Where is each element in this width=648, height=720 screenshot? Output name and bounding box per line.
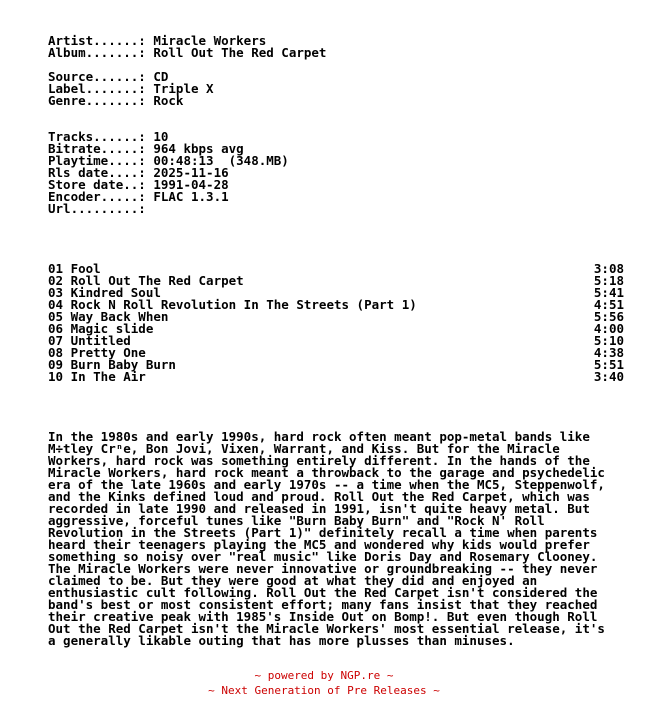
powered-by-link[interactable]: ~ powered by NGP.re ~ (254, 669, 394, 682)
track-duration: 3:40 (593, 369, 624, 384)
review-line: Revolution in the Streets (Part 1)" definitely recall a time when parents (48, 525, 598, 540)
track-duration: 5:18 (593, 273, 624, 288)
spacer (48, 215, 628, 263)
track-duration: 4:51 (593, 297, 624, 312)
track-duration: 4:00 (593, 321, 624, 336)
spacer (48, 107, 628, 131)
bitrate-label: Bitrate.....: (48, 141, 154, 156)
review-line: Miracle Workers, hard rock meant a throwback to the garage and psychedelic (48, 465, 605, 480)
footer-tagline: ~ Next Generation of Pre Releases ~ (208, 684, 440, 697)
track-duration: 5:41 (593, 285, 624, 300)
review-line: and the Kinks defined loud and proud. Roll Out the Red Carpet, which was (48, 489, 590, 504)
url-row (48, 203, 628, 215)
rls-date-label: Rls date....: (48, 165, 154, 180)
review-line: enthusiastic cult following. Roll Out the Red Carpet isn't considered the (48, 585, 598, 600)
review-line: band's best or most consistent effort; many fans insist that they reached (48, 597, 598, 612)
source-value: CD (153, 69, 169, 84)
artist-label: Artist......: (48, 33, 154, 48)
store-date-label: Store date..: (48, 177, 154, 192)
review-line: something so noisy over "real music" like Doris Day and Rosemary Clooney. (48, 549, 598, 564)
review-line: claimed to be. But they were good at what they did and enjoyed an (48, 573, 538, 588)
genre-row (48, 95, 628, 107)
track-row (48, 371, 628, 383)
track-title: 10 In The Air (48, 369, 146, 384)
review-line: Out the Red Carpet isn't the Miracle Workers' most essential release, it's (48, 621, 605, 636)
bitrate-value: 964 kbps avg (153, 141, 244, 156)
review-line: a generally likable outing that has more plusses than minuses. (48, 633, 515, 648)
tracks-value: 10 (153, 129, 169, 144)
track-row (48, 323, 628, 335)
encoder-value: FLAC 1.3.1 (153, 189, 229, 204)
spacer (48, 383, 628, 431)
album-row (48, 47, 628, 59)
rls-date-value: 2025-11-16 (153, 165, 229, 180)
artist-value: Miracle Workers (153, 33, 267, 48)
track-title: 05 Way Back When (48, 309, 169, 324)
review-line: M÷tley Crⁿe, Bon Jovi, Vixen, Warrant, and Kiss. But for the Miracle (48, 441, 560, 456)
track-title: 09 Burn Baby Burn (48, 357, 176, 372)
tracklist (48, 263, 628, 383)
track-title: 03 Kindred Soul (48, 285, 161, 300)
track-title: 08 Pretty One (48, 345, 146, 360)
track-title: 07 Untitled (48, 333, 131, 348)
review-line: era of the late 1960s and early 1970s -- a time when the MC5, Steppenwolf, (48, 477, 605, 492)
nfo-document (48, 35, 628, 647)
review-line: heard their teenagers playing the MC5 and wondered why kids would prefer (48, 537, 590, 552)
track-title: 06 Magic slide (48, 321, 154, 336)
tracks-label: Tracks......: (48, 129, 154, 144)
review-line: their creative peak with 1985's Inside Out on Bomp!. But even though Roll (48, 609, 598, 624)
track-title: 04 Rock N Roll Revolution In The Streets (Part 1) (48, 297, 417, 312)
track-duration: 5:51 (593, 357, 624, 372)
url-label: Url.........: (48, 201, 154, 216)
track-duration: 4:38 (593, 345, 624, 360)
encoder-label: Encoder.....: (48, 189, 154, 204)
review-line: Workers, hard rock was something entirely different. In the hands of the (48, 453, 590, 468)
track-duration: 3:08 (593, 261, 624, 276)
review-line: recorded in late 1990 and released in 1991, isn't quite heavy metal. But (48, 501, 590, 516)
genre-value: Rock (153, 93, 184, 108)
playtime-label: Playtime....: (48, 153, 154, 168)
review-line: aggressive, forceful tunes like "Burn Baby Burn" and "Rock N' Roll (48, 513, 545, 528)
album-value: Roll Out The Red Carpet (153, 45, 327, 60)
label-value: Triple X (153, 81, 214, 96)
track-duration: 5:56 (593, 309, 624, 324)
playtime-value: 00:48:13 (348.MB) (153, 153, 289, 168)
album-label: Album.......: (48, 45, 154, 60)
genre-label: Genre.......: (48, 93, 154, 108)
album-review (48, 431, 628, 647)
track-title: 01 Fool (48, 261, 101, 276)
track-duration: 5:10 (593, 333, 624, 348)
source-label: Source......: (48, 69, 154, 84)
review-line: The Miracle Workers were never innovative or groundbreaking -- they never (48, 561, 598, 576)
review-line: In the 1980s and early 1990s, hard rock often meant pop-metal bands like (48, 429, 590, 444)
label-label: Label.......: (48, 81, 154, 96)
track-title: 02 Roll Out The Red Carpet (48, 273, 244, 288)
store-date-value: 1991-04-28 (153, 177, 229, 192)
